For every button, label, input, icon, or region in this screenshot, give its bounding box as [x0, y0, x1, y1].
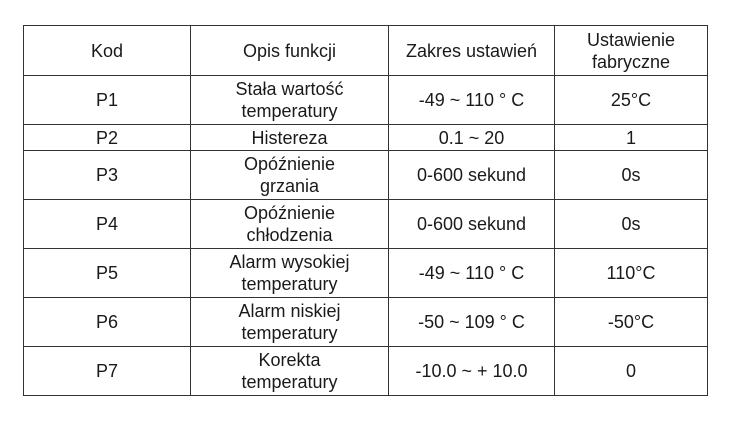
cell-range: 0.1 ~ 20 — [389, 125, 555, 151]
cell-default: 110°C — [555, 249, 708, 298]
header-code: Kod — [24, 26, 191, 76]
cell-default: 0 — [555, 347, 708, 396]
cell-description: Korekta temperatury — [191, 347, 389, 396]
cell-code: P1 — [24, 76, 191, 125]
cell-default: -50°C — [555, 298, 708, 347]
table-row — [24, 298, 708, 347]
cell-range: 0-600 sekund — [389, 151, 555, 200]
cell-description: Alarm niskiej temperatury — [191, 298, 389, 347]
header-range: Zakres ustawień — [389, 26, 555, 76]
cell-code: P7 — [24, 347, 191, 396]
header-description: Opis funkcji — [191, 26, 389, 76]
header-default: Ustawienie fabryczne — [555, 26, 708, 76]
cell-description: Opóźnienie grzania — [191, 151, 389, 200]
parameter-table — [23, 25, 708, 396]
cell-code: P2 — [24, 125, 191, 151]
table-row — [24, 76, 708, 125]
table-row — [24, 200, 708, 249]
cell-description: Stała wartość temperatury — [191, 76, 389, 125]
table-header-row — [24, 26, 708, 76]
cell-range: -49 ~ 110 ° C — [389, 76, 555, 125]
cell-range: -50 ~ 109 ° C — [389, 298, 555, 347]
cell-code: P5 — [24, 249, 191, 298]
table-row — [24, 125, 708, 151]
cell-range: -49 ~ 110 ° C — [389, 249, 555, 298]
cell-default: 0s — [555, 200, 708, 249]
table-row — [24, 249, 708, 298]
cell-description: Histereza — [191, 125, 389, 151]
table-row — [24, 347, 708, 396]
cell-code: P3 — [24, 151, 191, 200]
cell-code: P4 — [24, 200, 191, 249]
cell-code: P6 — [24, 298, 191, 347]
cell-description: Opóźnienie chłodzenia — [191, 200, 389, 249]
cell-default: 0s — [555, 151, 708, 200]
cell-description: Alarm wysokiej temperatury — [191, 249, 389, 298]
cell-range: -10.0 ~ + 10.0 — [389, 347, 555, 396]
cell-default: 1 — [555, 125, 708, 151]
cell-range: 0-600 sekund — [389, 200, 555, 249]
table-row — [24, 151, 708, 200]
cell-default: 25°C — [555, 76, 708, 125]
